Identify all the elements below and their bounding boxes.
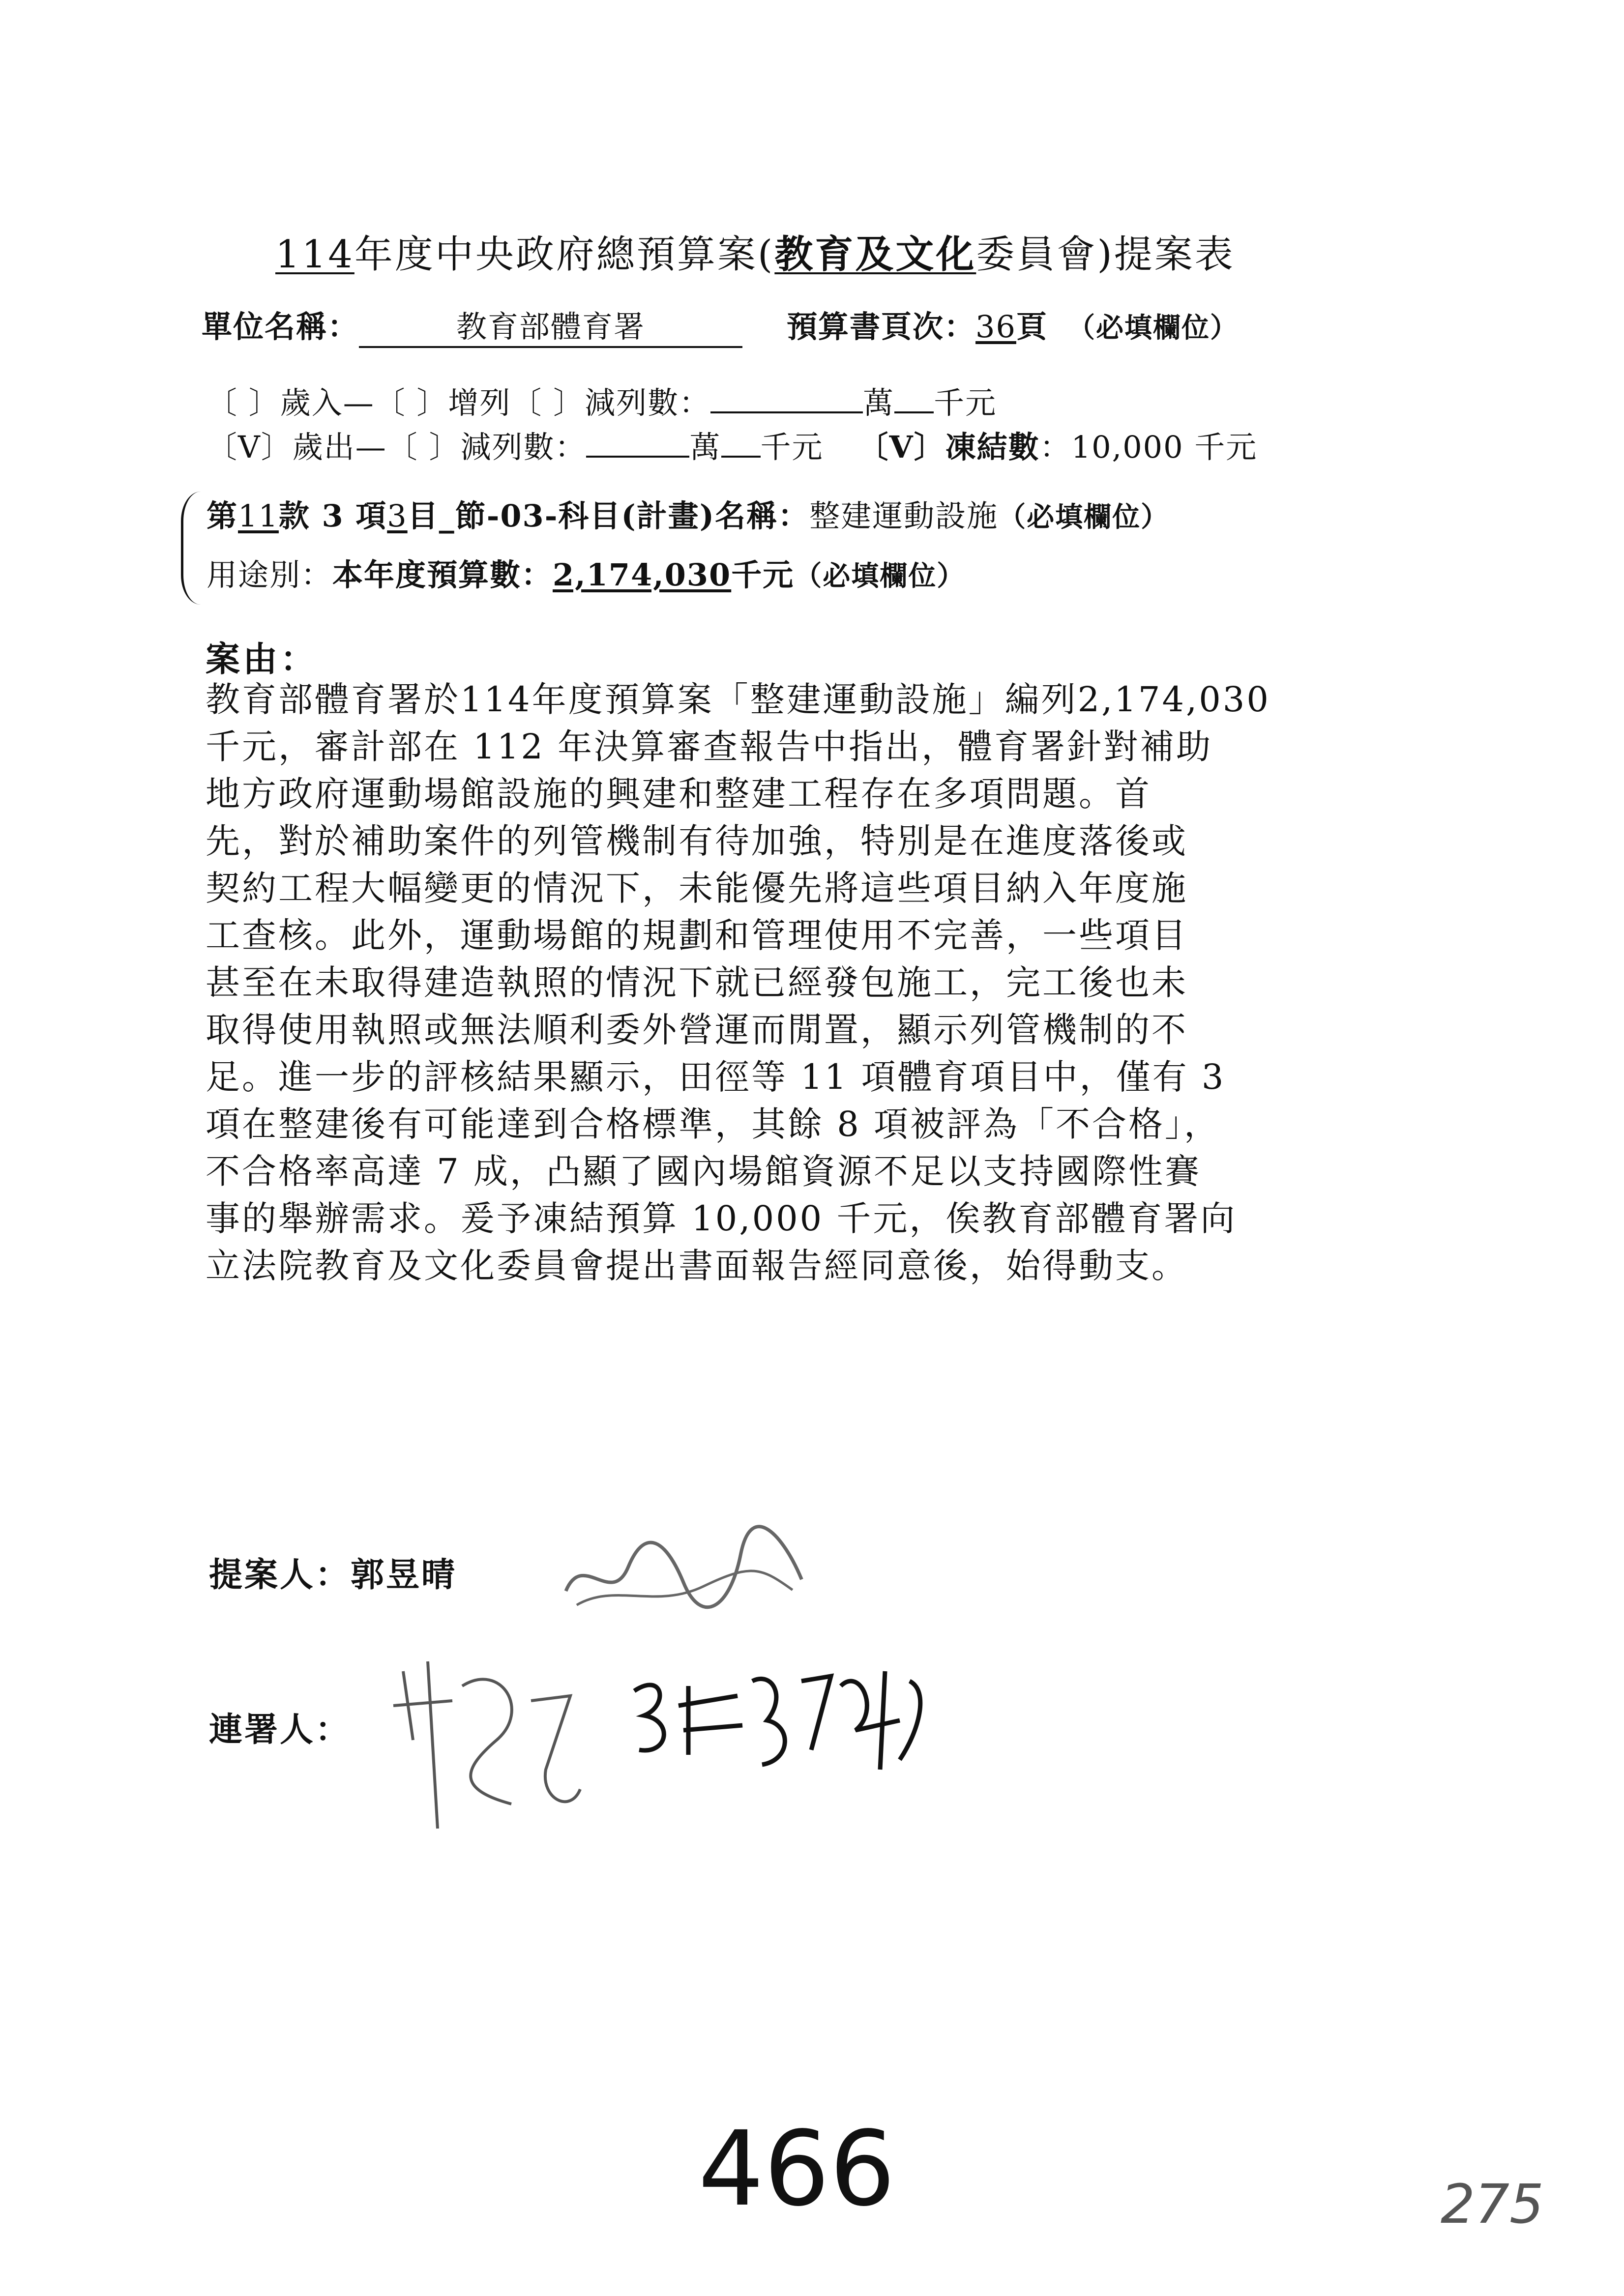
page-unit: 頁 [1016, 309, 1048, 345]
reason-line: 千元，審計部在 112 年決算審查報告中指出，體育署針對補助 [206, 727, 1213, 767]
reason-line: 地方政府運動場館設施的興建和整建工程存在多項問題。首 [206, 774, 1152, 814]
expenditure-wan: 萬 [689, 429, 721, 465]
page-label: 預算書頁次： [787, 309, 976, 345]
budget-unit: 千元 [731, 557, 795, 593]
expenditure-text: 〔V〕歲出—〔 〕減列數： [207, 429, 587, 465]
title-end: 委員會)提案表 [976, 233, 1235, 277]
unit-value: 教育部體育署 [359, 302, 742, 348]
item-name: 整建運動設施 [809, 498, 999, 534]
cosigner-label: 連署人： [209, 1710, 351, 1749]
proposer-label: 提案人： [209, 1555, 351, 1595]
revenue-blank [710, 386, 863, 413]
reason-line: 不合格率高達 7 成，凸顯了國內場館資源不足以支持國際性賽 [206, 1151, 1202, 1192]
revenue-blank-2 [894, 386, 934, 413]
reason-heading: 案由： [206, 639, 318, 679]
reason-line: 立法院教育及文化委員會提出書面報告經同意後，始得動支。 [206, 1246, 1188, 1286]
reason-line: 足。進一步的評核結果顯示，田徑等 11 項體育項目中，僅有 3 [206, 1057, 1226, 1097]
usage-required: （必填欄位） [794, 560, 966, 592]
usage-label: 用途別： [207, 557, 333, 593]
revenue-wan: 萬 [863, 385, 895, 421]
usage-row [207, 551, 965, 594]
expenditure-qian: 千元 [760, 429, 824, 465]
budget-label: 本年度預算數： [332, 557, 553, 593]
title-year: 114 [275, 233, 354, 277]
reason-line: 項在整建後有可能達到合格標準，其餘 8 項被評為「不合格」， [206, 1104, 1221, 1144]
item-p3: 目_節-03-科目(計畫)名稱： [407, 498, 810, 534]
title-committee: 教育及文化 [774, 232, 976, 277]
proposer-signature [552, 1515, 815, 1646]
reason-line: 先，對於補助案件的列管機制有待加強，特別是在進度落後或 [206, 821, 1188, 861]
reason-line: 教育部體育署於114年度預算案「整建運動設施」編列2,174,030 [206, 679, 1270, 720]
expenditure-blank [586, 430, 689, 458]
proposer-name: 郭昱晴 [351, 1555, 457, 1595]
title-mid: 年度中央政府總預算案( [354, 233, 775, 277]
revenue-row [207, 378, 997, 422]
reason-line: 事的舉辦需求。爰予凍結預算 10,000 千元，俟教育部體育署向 [206, 1198, 1237, 1239]
budget-value: 2,174,030 [553, 557, 732, 593]
item-required: （必填欄位） [998, 501, 1170, 533]
freeze-check: 〔V〕凍結數 [857, 429, 1040, 465]
signature-scribble [552, 1515, 814, 1631]
unit-label: 單位名稱： [202, 309, 359, 345]
cosigner-signature-1 [384, 1642, 590, 1850]
revenue-qian: 千元 [934, 385, 997, 421]
expenditure-row [207, 423, 1257, 466]
freeze-value: ：10,000 千元 [1039, 429, 1258, 465]
stamp-number: 466 [698, 2109, 895, 2229]
cosigner-signature-2 [624, 1652, 939, 1781]
item-kuan: 11 [238, 498, 279, 534]
page-value: 36 [975, 309, 1016, 345]
unit-required: （必填欄位） [1067, 312, 1239, 344]
reason-body [206, 676, 1445, 1289]
reason-line: 甚至在未取得建造執照的情況下就已經發包施工，完工後也未 [206, 962, 1188, 1003]
item-xiang: 3 [387, 498, 408, 534]
left-brace [181, 492, 208, 605]
reason-line: 取得使用執照或無法順利委外營運而閒置，顯示列管機制的不 [206, 1010, 1188, 1050]
page-number: 275 [1441, 2173, 1544, 2236]
signature-scribble [624, 1652, 939, 1779]
expenditure-blank-2 [721, 430, 761, 458]
reason-line: 工查核。此外，運動場館的規劃和管理使用不完善，一些項目 [206, 915, 1188, 956]
signature-scribble [384, 1642, 590, 1848]
item-p1: 第 [207, 498, 238, 534]
revenue-text: 〔 〕歲入—〔 〕增列〔 〕減列數： [207, 385, 711, 421]
reason-line: 契約工程大幅變更的情況下，未能優先將這些項目納入年度施 [206, 868, 1188, 908]
unit-row [202, 302, 1239, 348]
item-p2: 款 3 項 [278, 498, 387, 534]
proposer-row [209, 1548, 457, 1596]
page-title [275, 224, 1235, 279]
item-row [207, 492, 1169, 535]
